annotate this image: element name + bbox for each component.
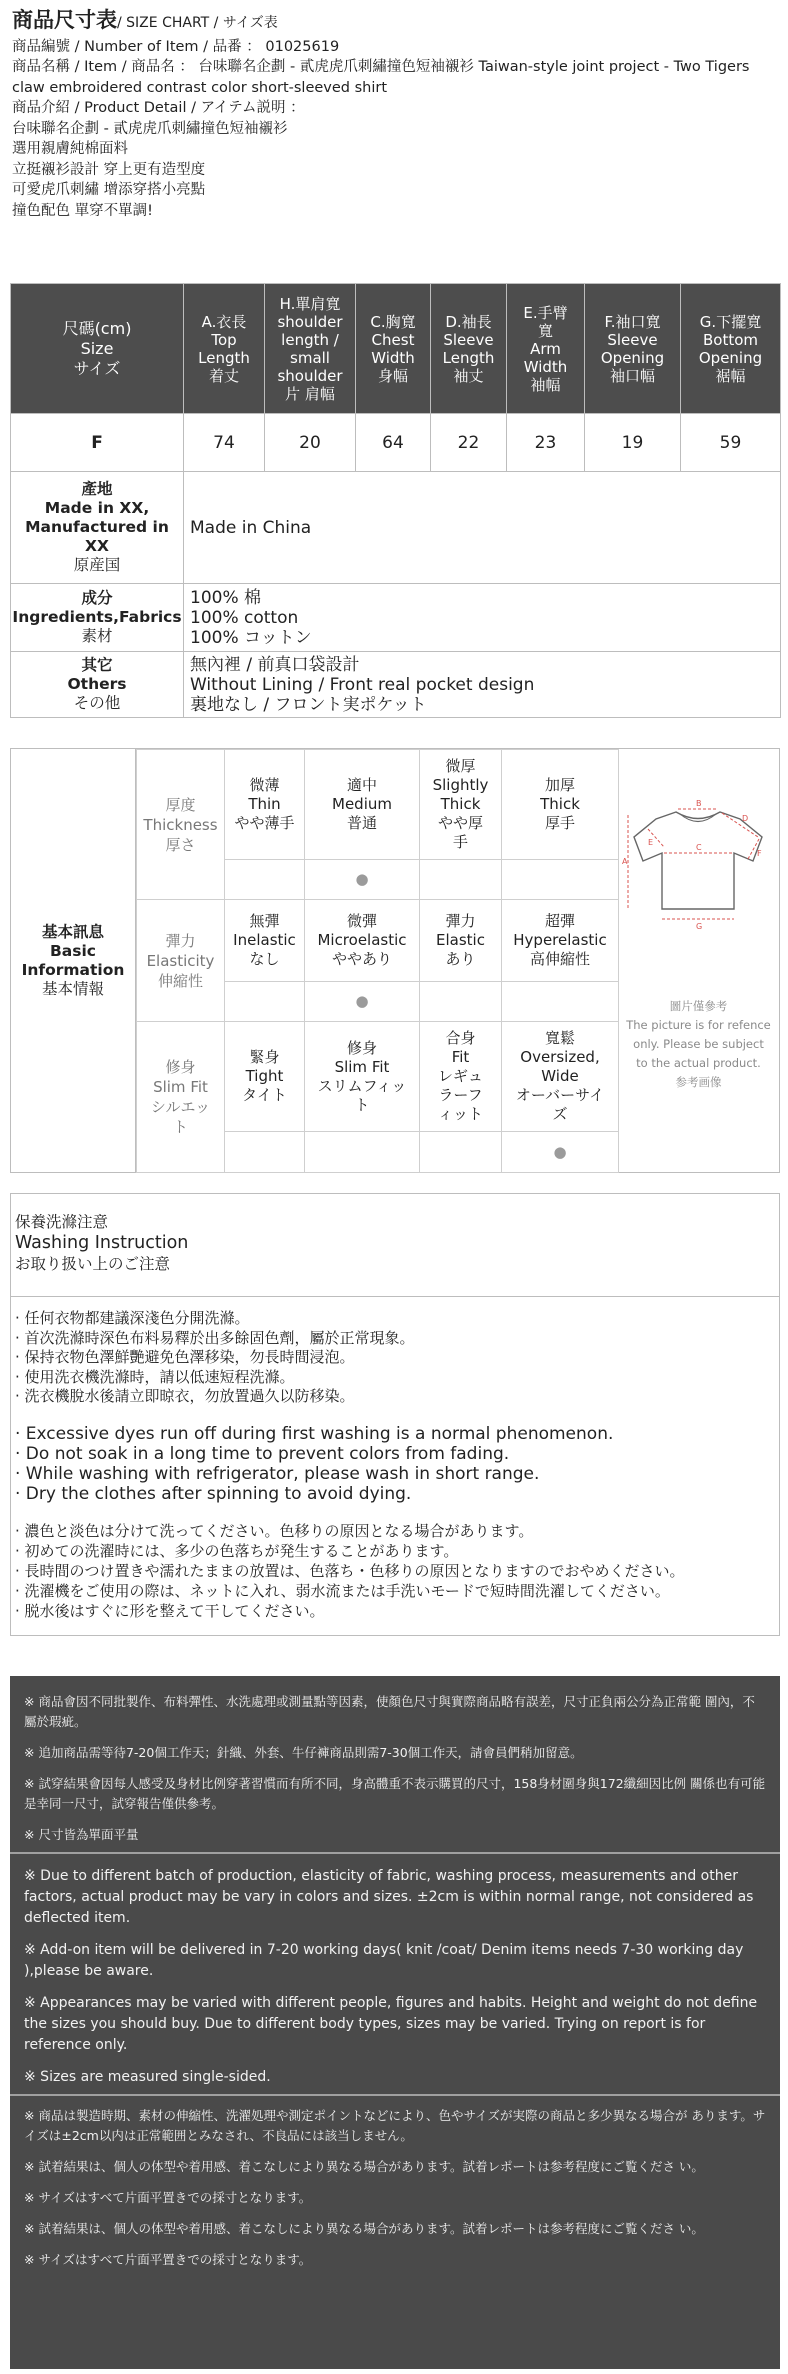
note-item: ※ 試穿結果會因每人感受及身材比例穿著習慣而有所不同，身高體重不表示購買的尺寸，158身材圍身與172纖細因比例 關係也有可能是幸同一尺寸，試穿報告僅供參考。 [24,1776,766,1811]
option-line: Hyperelastic [513,931,607,949]
diagram-label-b: B [696,799,702,808]
tshirt-outline [634,812,762,909]
material-line: 100% コットン [190,627,312,648]
header-line: Length [198,348,250,367]
washing-line: · 初めての洗濯時には、多少の色落ちが発生することがあります。 [15,1541,459,1560]
material-row [11,584,781,652]
caption-line: 圖片僅參考 [669,999,728,1013]
page-title [12,10,776,34]
option-line: やや厚 [437,814,483,832]
value-arm-width: 23 [507,414,585,472]
others-row [11,652,781,718]
option-line: Wide [541,1067,579,1085]
title-line: Information [21,960,125,979]
diagram-label-d: D [742,814,749,823]
label-line: Manufactured in [25,518,169,536]
note-item: ※ 試着結果は、個人の体型や着用感、着こなしにより異なる場合があります。試着レポートは参考程度にご覧くださ い。 [24,2221,704,2236]
washing-line: · Dry the clothes after spinning to avoid dying. [15,1483,412,1504]
washing-section [10,1193,780,1636]
option-line: 高伸縮性 [529,950,590,968]
option-line: レギュ [437,1067,483,1085]
title-line: 基本訊息 [41,922,104,941]
basic-info-title [11,749,136,1172]
option-line: 加厚 [544,776,575,794]
tshirt-diagram-icon [618,749,779,989]
option-line: 彈力 [445,912,476,930]
fit-selected-dot: ● [502,1132,619,1173]
others-value [184,652,781,718]
header-line: Bottom [702,330,759,349]
thickness-slightly-thick [420,750,502,860]
note-item: ※ 試着結果は、個人の体型や着用感、着こなしにより異なる場合があります。試着レポートは参考程度にご覧くださ い。 [24,2159,704,2174]
header-line: small [290,348,330,367]
diagram-label-a: A [622,857,628,866]
label-line: 其它 [81,656,113,674]
title-line: 基本情報 [41,979,104,998]
label-line: 產地 [81,480,113,498]
elastic-head [137,900,225,1022]
elastic-inelastic [225,900,305,982]
washing-line: · 洗衣機脫水後請立即晾衣，勿放置過久以防移染。 [15,1387,355,1405]
header-line: D.袖長 [445,312,492,331]
option-line: 普通 [346,814,377,832]
origin-label [11,472,184,584]
option-line: Elastic [436,931,485,949]
label-line: Others [67,675,127,693]
notes-divider [10,1852,780,1854]
head-line: 修身 [165,1058,196,1076]
fit-head [137,1022,225,1173]
option-line: Inelastic [233,931,296,949]
note-item: ※ サイズはすべて片面平置きでの採寸となります。 [24,2190,312,2205]
header-line: C.胸寬 [370,312,416,331]
detail-line: 可愛虎爪刺繡 增添穿搭小亮點 [12,182,206,198]
header-line: length / [281,330,339,349]
notes-divider [10,2094,780,2096]
washing-jp-group [15,1521,779,1621]
header-line: G.下擺寬 [699,312,762,331]
washing-line: · Excessive dyes run off during first washing is a normal phenomenon. [15,1423,614,1444]
header-size [11,284,184,414]
label-line: XX [85,537,109,555]
option-line: 緊身 [249,1048,280,1066]
header-line: Sleeve [607,330,658,349]
washing-line: · 保持衣物色澤鮮艷避免色澤移染，勿長時間浸泡。 [15,1348,355,1366]
option-line: 厚手 [544,814,575,832]
header-bottom-opening [681,284,781,414]
header-line: 尺碼(cm) [62,318,132,338]
marker-empty [225,982,305,1022]
size-label: F [11,414,184,472]
header-line: サイズ [73,358,121,378]
option-line: ズ [552,1105,568,1123]
header-line: Sleeve [443,330,494,349]
option-line: Oversized, [520,1048,600,1066]
option-line: 修身 [346,1038,377,1057]
note-item: ※ 商品會因不同批製作、布料彈性、水洗處理或測量點等因素，使顏色尺寸與實際商品略有誤差，尺寸正負兩公分為正常範 圍內，不屬於瑕疵。 [24,1694,755,1729]
label-line: Made in XX, [44,499,150,517]
caption-line: The picture is for refence [626,1018,771,1032]
note-item: ※ サイズはすべて片面平置きでの採寸となります。 [24,2252,312,2267]
head-line: ト [172,1118,188,1136]
label-line: 素材 [81,627,113,645]
head-line: 彈力 [165,931,196,950]
marker-empty [502,982,619,1022]
title-line: Basic [49,941,96,960]
head-line: 厚度 [165,795,196,814]
basic-info-section [10,748,780,1173]
marker-empty [420,982,502,1022]
marker-empty [225,1132,305,1173]
option-line: Thick [540,795,580,813]
value-chest-width: 64 [356,414,431,472]
washing-title-zh: 保養洗滌注意 [15,1213,109,1231]
note-item: ※ Due to different batch of production, elasticity of fabric, washing process, measurements and other factors, actual product may be vary in colors and sizes. ±2cm is within normal range, not considered as deflected item. [24,1868,754,1926]
washing-line: · 洗濯機をご使用の際は、ネットに入れ、弱水流または手洗いモードで短時間洗濯してください。 [15,1581,670,1600]
diagram-label-f: F [757,849,762,858]
header-line: Opening [600,348,665,367]
thickness-options-row [137,750,619,860]
header-shoulder [265,284,356,414]
note-item: ※ Sizes are measured single-sided. [24,2069,271,2085]
diagram-caption [618,997,779,1092]
item-name: 商品名稱 / Item / 商品名 ： 台味聯名企劃 - 貳虎虎爪刺繡撞色短袖襯衫 Taiwan-style joint project - Two Tigers claw embroidered contrast color short-sleeved shirt [12,59,750,96]
option-line: 無彈 [249,912,280,930]
detail-line: 選用親膚純棉面料 [12,141,128,157]
label-line: Ingredients,Fabrics [12,608,182,626]
washing-title-en: Washing Instruction [15,1233,189,1253]
notes-zh [10,1692,780,1856]
marker-empty [502,860,619,900]
note-item: ※ Add-on item will be delivered in 7-20 working days( knit /coat/ Denim items needs 7-30 working day ),please be aware. [24,1942,744,1979]
caption-line: to the actual product. [636,1056,761,1070]
header-line: 袖幅 [530,375,561,394]
diagram-label-c: C [696,843,702,852]
washing-line: · 濃色と淡色は分けて洗ってください。色移りの原因となる場合があります。 [15,1521,534,1540]
label-line: 原産国 [73,556,121,574]
option-line: スリムフィッ [317,1076,407,1095]
header-line: F.袖口寬 [604,312,661,331]
size-table [10,283,781,718]
intro-section [0,0,788,221]
value-sleeve-opening: 19 [585,414,681,472]
header-line: Opening [698,348,763,367]
elastic-hyper [502,900,619,982]
header-top-length [184,284,265,414]
head-line: Elasticity [146,951,215,970]
thickness-medium [305,750,420,860]
label-line: その他 [73,694,121,712]
title-main: 商品尺寸表 [12,8,117,32]
option-line: なし [249,950,280,968]
note-item: ※ 追加商品需等待7-20個工作天；針織、外套、牛仔褲商品則需7-30個工作天，請會員們稍加留意。 [24,1745,583,1760]
caption-line: 参考画像 [675,1075,722,1089]
thickness-head [137,750,225,900]
value-top-length: 74 [184,414,265,472]
thickness-thick [502,750,619,860]
washing-line: · Do not soak in a long time to prevent colors from fading. [15,1443,510,1464]
diagram-label-g: G [696,922,703,931]
fit-tight [225,1022,305,1132]
header-line: shoulder [277,312,343,331]
value-sleeve-length: 22 [431,414,507,472]
origin-value: Made in China [184,472,781,584]
option-line: タイト [242,1086,287,1104]
washing-zh-group [15,1309,779,1407]
header-line: Chest [371,330,415,349]
option-line: やや薄手 [234,814,295,832]
material-label [11,584,184,652]
option-line: Thin [248,795,281,813]
header-line: A.衣長 [201,312,247,331]
thickness-thin [225,750,305,860]
others-line: Without Lining / Front real pocket design [190,674,535,695]
washing-en-group [15,1424,779,1504]
option-line: 寬鬆 [544,1029,575,1047]
header-line: 袖口幅 [609,366,655,385]
marker-empty [420,860,502,900]
header-arm-width [507,284,585,414]
header-line: Top [211,330,237,349]
size-table-header-row [11,284,781,414]
label-line: 成分 [81,589,113,607]
caption-line: only. Please be subject [633,1037,764,1051]
header-sleeve-opening [585,284,681,414]
fit-oversized [502,1022,619,1132]
option-line: Fit [451,1048,470,1066]
option-line: 微薄 [249,776,280,794]
notes-jp [10,2106,780,2281]
header-line: H.單肩寬 [279,294,341,313]
header-line: 裾幅 [715,366,746,385]
option-line: ィット [437,1105,483,1123]
material-line: 100% 棉 [190,587,262,608]
option-line: Microelastic [317,931,407,949]
marker-empty [225,860,305,900]
option-line: 微彈 [346,912,377,930]
washing-line: · 任何衣物都建議深淺色分開洗滌。 [15,1309,250,1327]
detail-line: 台味聯名企劃 - 貳虎虎爪刺繡撞色短袖襯衫 [12,120,288,137]
option-line: Thick [440,795,481,813]
option-line: 超彈 [544,912,575,930]
note-item: ※ Appearances may be varied with different people, figures and habits. Height and weight do not define the sizes you should buy. Due to different body types, sizes may be varied. Trying on report is for reference only. [24,1995,758,2053]
head-line: Thickness [143,815,218,834]
others-line: 無內裡 / 前真口袋設計 [190,654,360,675]
material-line: 100% cotton [190,607,299,628]
option-line: Medium [332,795,392,813]
header-sleeve-length [431,284,507,414]
size-row [11,414,781,472]
head-line: 厚さ [165,835,196,854]
header-line: E.手臂 [523,303,568,322]
value-shoulder: 20 [265,414,356,472]
header-line: Length [442,348,495,367]
marker-empty [305,1132,420,1173]
header-line: 身幅 [377,366,408,385]
title-sub: / SIZE CHART / サイズ表 [117,15,278,31]
option-line: ラーフ [438,1086,483,1104]
marker-empty [420,1132,502,1173]
header-line: Size [80,338,114,358]
washing-line: · 長時間のつけ置きや濡れたままの放置は、色落ち・色移りの原因となりますのでおやめください。 [15,1561,685,1580]
head-line: シルエッ [150,1098,211,1116]
thickness-selected-dot: ● [305,860,420,900]
elastic-elastic [420,900,502,982]
measurement-diagram [618,749,779,1172]
header-line: 袖丈 [453,366,484,385]
washing-title-jp: お取り扱い上のご注意 [15,1255,171,1273]
elastic-options-row [137,900,619,982]
option-line: Slim Fit [334,1057,390,1076]
note-item: ※ 商品は製造時期、素材の伸縮性、洗濯処理や測定ポイントなどにより、色やサイズが実際の商品と多少異なる場合が あります。サイズは±2cm以内は正常範囲とみなされ、不良品には該当しません。 [24,2108,766,2143]
option-line: 微厚 [445,757,476,775]
fit-slim [305,1022,420,1132]
elastic-micro [305,900,420,982]
basic-info-grid [136,749,619,1173]
elastic-selected-dot: ● [305,982,420,1022]
washing-line: · 使用洗衣機洗滌時，請以低速短程洗滌。 [15,1367,295,1386]
option-line: あり [445,950,476,968]
fit-options-row [137,1022,619,1132]
option-line: ト [354,1095,370,1114]
option-line: Tight [245,1067,284,1085]
material-value [184,584,781,652]
header-chest-width [356,284,431,414]
option-line: オーバーサイ [515,1086,605,1104]
others-line: 裏地なし / フロント実ポケット [190,694,427,715]
detail-label: 商品介紹 / Product Detail / アイテム説明 ： [12,100,305,116]
note-item: ※ 尺寸皆為單面平量 [24,1827,139,1842]
notes-en [10,1866,780,2099]
others-label [11,652,184,718]
washing-line: · 脱水後はすぐに形を整えて干してください。 [15,1601,325,1620]
option-line: ややあり [331,950,392,968]
head-line: 伸縮性 [157,971,203,990]
header-line: 着丈 [208,366,239,385]
washing-body [11,1297,779,1621]
option-line: Slightly [432,776,489,794]
origin-row [11,472,781,584]
header-line: Width [523,357,568,376]
option-line: 合身 [445,1029,476,1047]
notes-section [10,1676,780,2369]
header-line: shoulder [277,366,343,385]
head-line: Slim Fit [153,1078,208,1096]
header-line: 片 肩幅 [285,384,335,403]
washing-line: · While washing with refrigerator, please wash in short range. [15,1463,540,1484]
header-line: 寬 [537,321,553,340]
header-line: Arm [530,339,561,358]
washing-title [11,1194,779,1297]
fit-regular [420,1022,502,1132]
detail-line: 立挺襯衫設計 穿上更有造型度 [12,161,206,178]
item-number: 商品編號 / Number of Item / 品番 ： 01025619 [12,38,340,55]
option-line: 手 [452,833,468,851]
value-bottom-opening: 59 [681,414,781,472]
option-line: 適中 [346,776,377,794]
header-line: Width [371,348,415,367]
detail-line: 撞色配色 單穿不單調! [12,202,153,219]
washing-line: · 首次洗滌時深色布料易釋於出多餘固色劑，屬於正常現象。 [15,1328,415,1347]
diagram-label-e: E [648,838,654,847]
